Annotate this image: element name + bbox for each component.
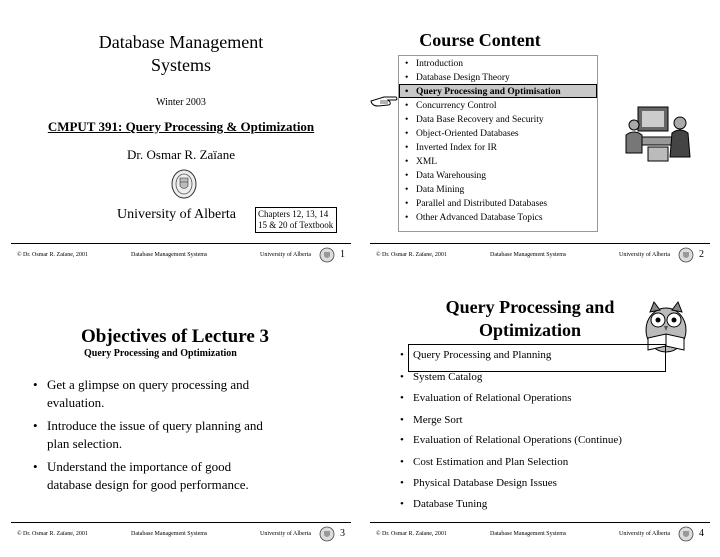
- chapters-box: Chapters 12, 13, 14 15 & 20 of Textbook: [255, 207, 337, 233]
- footer-copyright: © Dr. Osmar R. Zaïane, 2001: [17, 531, 88, 537]
- footer-university: University of Alberta: [619, 252, 670, 258]
- crest-icon: [319, 247, 335, 263]
- slide-4: [370, 290, 710, 545]
- list-item: • Merge Sort: [400, 414, 463, 426]
- list-item: • Database Design Theory: [405, 73, 510, 83]
- list-item: • Understand the importance of good database design for good performance.: [33, 458, 301, 494]
- crest-icon: [678, 247, 694, 263]
- footer-copyright: © Dr. Osmar R. Zaïane, 2001: [376, 252, 447, 258]
- list-item: • Introduction: [405, 59, 463, 69]
- slide-1: [11, 11, 351, 266]
- list-item: • Inverted Index for IR: [405, 143, 497, 153]
- footer-course: Database Management Systems: [490, 252, 567, 258]
- slide-footer: [370, 522, 710, 545]
- list-item-highlighted: • Query Processing and Optimisation: [405, 87, 561, 97]
- list-item: • Data Base Recovery and Security: [405, 115, 544, 125]
- footer-course: Database Management Systems: [131, 531, 208, 537]
- slide-footer: [11, 522, 351, 545]
- slide-number: 4: [699, 528, 704, 539]
- term: Winter 2003: [156, 97, 206, 108]
- objectives-list: [33, 376, 301, 499]
- list-item: • Data Mining: [405, 185, 464, 195]
- slide-number: 2: [699, 249, 704, 260]
- list-item: • Cost Estimation and Plan Selection: [400, 456, 568, 468]
- slide-1-title: Database Management Systems: [98, 32, 264, 75]
- list-item: • Evaluation of Relational Operations: [400, 392, 572, 404]
- crest-icon: [319, 526, 335, 542]
- course-title: CMPUT 391: Query Processing & Optimization: [47, 119, 315, 134]
- slide-4-title: Query Processing and Optimization: [445, 297, 615, 340]
- list-item: • Evaluation of Relational Operations (Continue): [400, 434, 622, 446]
- list-item: • Introduce the issue of query planning and plan selection.: [33, 417, 301, 453]
- footer-copyright: © Dr. Osmar R. Zaïane, 2001: [17, 252, 88, 258]
- list-item: • Query Processing and Planning: [400, 349, 551, 361]
- author: Dr. Osmar R. Zaïane: [127, 147, 235, 162]
- list-item: • Parallel and Distributed Databases: [405, 199, 547, 209]
- list-item: • Data Warehousing: [405, 171, 486, 181]
- list-item: • Other Advanced Database Topics: [405, 213, 543, 223]
- pointing-hand-icon: [370, 89, 398, 111]
- crest-icon: [678, 526, 694, 542]
- people-at-computer-icon: [624, 101, 694, 169]
- list-item: • Physical Database Design Issues: [400, 477, 557, 489]
- list-item: • Database Tuning: [400, 498, 487, 510]
- footer-copyright: © Dr. Osmar R. Zaïane, 2001: [376, 531, 447, 537]
- footer-university: University of Alberta: [260, 531, 311, 537]
- course-content-list: [398, 55, 598, 232]
- slide-2-title: Course Content: [419, 30, 541, 50]
- slide-number: 1: [340, 249, 345, 260]
- university-seal-icon: [171, 169, 197, 199]
- footer-university: University of Alberta: [619, 531, 670, 537]
- slide-3-subtitle: Query Processing and Optimization: [84, 348, 237, 359]
- slide-3: [11, 290, 351, 545]
- list-item: • Object-Oriented Databases: [405, 129, 519, 139]
- footer-course: Database Management Systems: [131, 252, 208, 258]
- list-item: • Get a glimpse on query processing and evaluation.: [33, 376, 301, 412]
- list-item: • XML: [405, 157, 437, 167]
- slide-footer: [370, 243, 710, 266]
- slide-3-title: Objectives of Lecture 3: [81, 326, 270, 347]
- slide-2: [370, 11, 710, 266]
- slide-number: 3: [340, 528, 345, 539]
- footer-university: University of Alberta: [260, 252, 311, 258]
- list-item: • System Catalog: [400, 371, 482, 383]
- university-name: University of Alberta: [117, 207, 236, 222]
- footer-course: Database Management Systems: [490, 531, 567, 537]
- slide-footer: [11, 243, 351, 266]
- list-item: • Concurrency Control: [405, 101, 496, 111]
